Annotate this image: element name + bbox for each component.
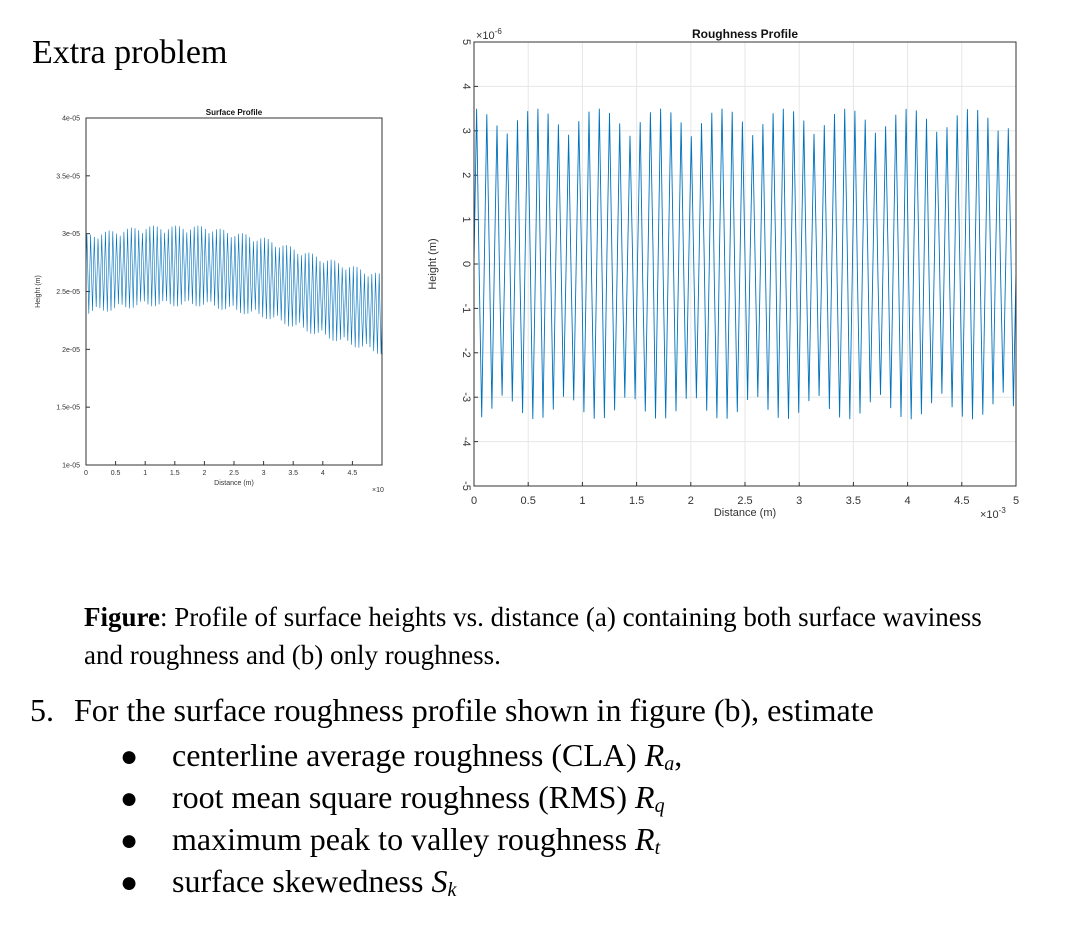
x-tick-label: 2 bbox=[202, 470, 207, 477]
y-tick-label: 2.5e-05 bbox=[56, 288, 80, 296]
list-item: ● centerline average roughness (CLA) $R_a$, bbox=[120, 734, 682, 776]
item-text: centerline average roughness (CLA) bbox=[172, 737, 645, 773]
bullet-icon: ● bbox=[120, 740, 139, 773]
roughness-profile-chart bbox=[418, 20, 1038, 550]
x-tick-label: 1.5 bbox=[628, 495, 645, 507]
x-tick-label: 1 bbox=[579, 495, 586, 507]
bullet-icon: ● bbox=[120, 824, 139, 857]
y-tick-label: 3.5e-05 bbox=[56, 173, 80, 181]
x-tick-label: 1.5 bbox=[169, 470, 180, 477]
list-item bbox=[120, 860, 682, 902]
y-tick-label: 2 bbox=[460, 172, 472, 179]
y-tick-label: 2e-05 bbox=[62, 346, 80, 354]
item-symbol: $R_q$ bbox=[635, 779, 665, 817]
item-text: surface skewedness bbox=[172, 863, 432, 899]
x-tick-label: 1 bbox=[143, 470, 148, 477]
y-tick-label: -5 bbox=[460, 481, 472, 491]
x-tick-label: 3 bbox=[796, 495, 803, 507]
question-items bbox=[120, 734, 682, 902]
chart-title: Surface Profile bbox=[205, 108, 263, 117]
y-tick-label: 0 bbox=[460, 260, 472, 268]
y-tick-label: 1e-05 bbox=[62, 462, 80, 470]
x-multiplier: $\times 10^{-3}$ bbox=[980, 506, 1006, 521]
x-tick-label: 5 bbox=[1012, 495, 1020, 507]
bullet-icon: ● bbox=[120, 782, 139, 815]
question-number: 5. bbox=[30, 692, 54, 728]
y-multiplier: $\times 10^{-6}$ bbox=[476, 27, 502, 42]
y-tick-label: 1.5e-05 bbox=[56, 404, 80, 412]
x-tick-label: 0 bbox=[470, 495, 478, 507]
x-tick-label: 2 bbox=[687, 495, 694, 507]
item-text: maximum peak to valley roughness bbox=[172, 821, 636, 857]
x-tick-label: 3 bbox=[261, 470, 266, 477]
x-tick-label: 2.5 bbox=[229, 470, 239, 477]
x-tick-label: 4 bbox=[904, 495, 911, 507]
item-symbol: $R_a$ bbox=[644, 737, 675, 775]
y-tick-label: -3 bbox=[460, 392, 472, 403]
y-axis-label: Height (m) bbox=[427, 238, 439, 290]
x-axis-label: Distance (m) bbox=[713, 507, 777, 519]
y-tick-label: 4e-05 bbox=[62, 115, 80, 123]
x-multiplier: ×10 bbox=[372, 487, 384, 494]
item-text: root mean square roughness (RMS) bbox=[172, 779, 636, 815]
question-text: For the surface roughness profile shown in figure (b), estimate bbox=[74, 692, 874, 728]
bullet-icon: ● bbox=[120, 866, 139, 899]
x-tick-label: 3.5 bbox=[288, 470, 299, 477]
x-tick-label: 0.5 bbox=[110, 470, 121, 477]
x-tick-label: 4.5 bbox=[954, 495, 970, 507]
surface-profile-chart bbox=[28, 100, 398, 500]
page-title: Extra problem bbox=[32, 34, 228, 71]
chart-title: Roughness Profile bbox=[691, 27, 799, 41]
y-tick-label: 4 bbox=[460, 83, 472, 90]
x-tick-label: 3.5 bbox=[845, 495, 862, 507]
y-tick-label: 5 bbox=[460, 38, 472, 46]
x-tick-label: 4 bbox=[320, 470, 325, 477]
x-tick-label: 0.5 bbox=[520, 495, 536, 507]
figure-caption bbox=[84, 598, 984, 674]
item-symbol: $R_t$ bbox=[635, 821, 661, 859]
y-tick-label: -1 bbox=[460, 303, 472, 314]
y-tick-label: -2 bbox=[460, 347, 472, 358]
y-tick-label: 1 bbox=[460, 216, 472, 223]
y-axis-label: Height (m) bbox=[35, 275, 42, 308]
list-item bbox=[120, 818, 682, 860]
caption-label: Figure bbox=[84, 602, 160, 632]
y-tick-label: 3e-05 bbox=[62, 231, 80, 239]
list-item bbox=[120, 776, 682, 818]
x-tick-label: 0 bbox=[84, 470, 88, 477]
x-tick-label: 4.5 bbox=[347, 470, 358, 477]
y-tick-label: 3 bbox=[460, 127, 472, 134]
x-tick-label: 2.5 bbox=[737, 495, 753, 507]
item-symbol: $S_k$ bbox=[431, 863, 457, 901]
question bbox=[30, 690, 874, 730]
x-axis-label: Distance (m) bbox=[214, 480, 254, 487]
y-tick-label: -4 bbox=[460, 436, 472, 447]
caption-text: : Profile of surface heights vs. distance (a) containing both surface waviness and roughness and (b) only roughness. bbox=[84, 602, 982, 670]
